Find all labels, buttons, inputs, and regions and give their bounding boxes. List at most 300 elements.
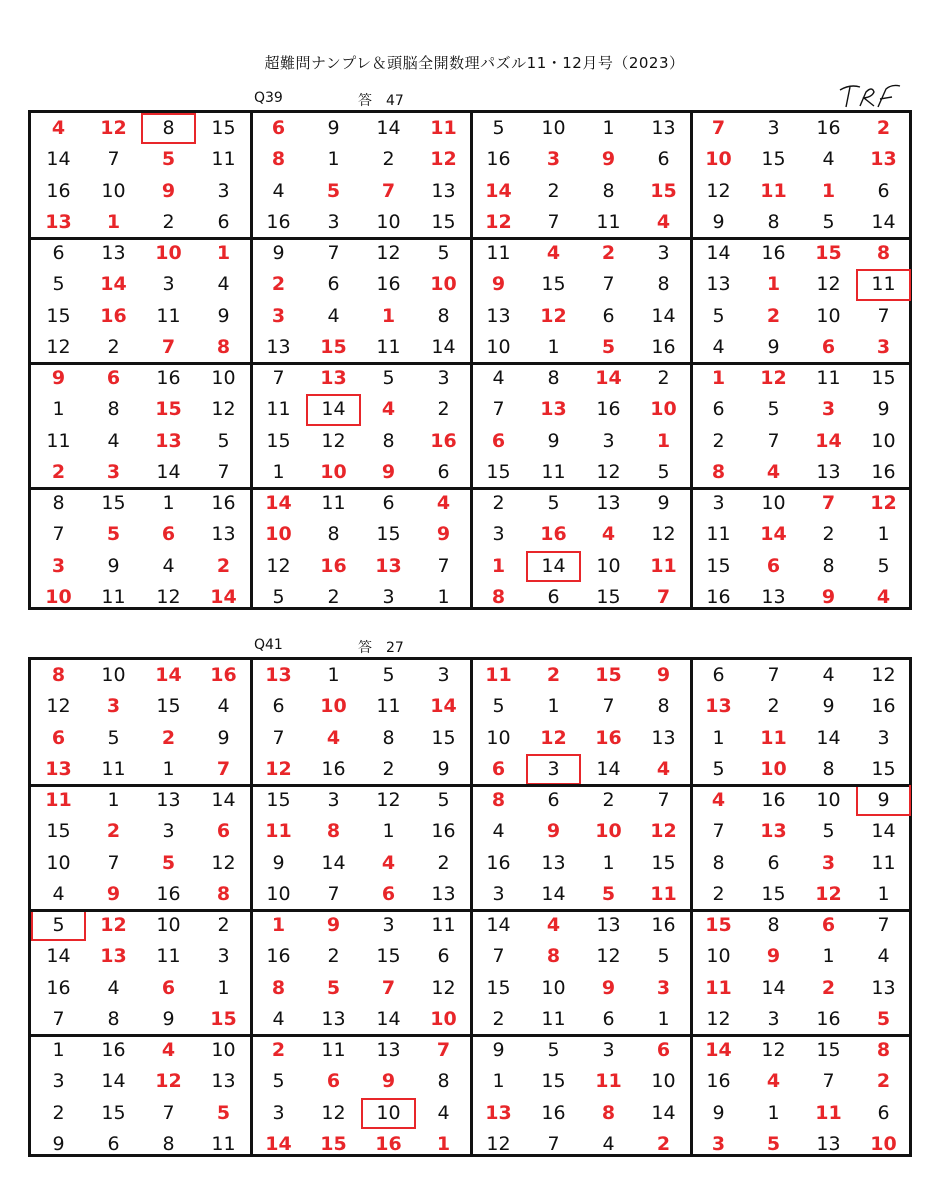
grid-cell: 16 — [156, 882, 181, 905]
grid-cell: 10 — [266, 882, 291, 905]
grid-cell: 2 — [437, 851, 450, 874]
grid-cell: 14 — [46, 945, 71, 968]
grid-cell: 6 — [217, 210, 230, 233]
grid-cell: 15 — [46, 304, 71, 327]
grid-cell: 16 — [596, 398, 621, 421]
grid-cell: 15 — [211, 117, 236, 139]
grid-cell: 13 — [760, 820, 787, 843]
grid-cell: 5 — [52, 273, 65, 296]
grid-cell: 12 — [540, 726, 567, 749]
grid-cell: 3 — [877, 726, 890, 749]
grid-cell: 3 — [217, 945, 230, 968]
grid-cell: 7 — [436, 1039, 451, 1061]
grid-cell: 16 — [430, 429, 457, 452]
grid-cell: 15 — [155, 398, 182, 421]
grid-cell: 14 — [871, 820, 896, 843]
grid-cell: 8 — [767, 914, 780, 936]
grid-cell: 3 — [382, 914, 395, 936]
grid-cell: 9 — [217, 726, 230, 749]
grid-cell: 1 — [382, 820, 395, 843]
grid-cell: 3 — [327, 210, 340, 233]
grid-cell: 7 — [767, 664, 780, 686]
grid-cell: 12 — [486, 1132, 511, 1155]
grid-cell: 14 — [265, 492, 292, 514]
grid-cell: 2 — [162, 210, 175, 233]
grid-cell: 1 — [766, 273, 781, 296]
grid-cell: 10 — [320, 460, 347, 483]
grid-cell: 14 — [431, 335, 456, 358]
grid-cell: 13 — [155, 429, 182, 452]
grid-cell: 7 — [767, 429, 780, 452]
grid-cell: 2 — [327, 585, 340, 608]
grid-cell: 15 — [156, 695, 181, 718]
grid-cell: 3 — [106, 695, 121, 718]
grid-cell: 14 — [596, 757, 621, 780]
grid-cell: 5 — [547, 492, 560, 514]
grid-cell: 3 — [217, 179, 230, 202]
grid-cell: 12 — [156, 585, 181, 608]
grid-cell: 16 — [651, 335, 676, 358]
grid-cell: 13 — [871, 976, 896, 999]
grid-cell: 7 — [327, 242, 340, 264]
grid-cell: 4 — [492, 820, 505, 843]
grid-cell: 11 — [760, 726, 787, 749]
grid-cell: 14 — [100, 273, 127, 296]
box-divider — [690, 660, 693, 1154]
box-divider — [690, 113, 693, 607]
grid-cell: 15 — [541, 273, 566, 296]
grid-cell: 14 — [761, 976, 786, 999]
grid-cell: 15 — [650, 179, 677, 202]
grid-cell: 8 — [437, 304, 450, 327]
grid-cell: 6 — [767, 851, 780, 874]
grid-cell: 16 — [210, 664, 237, 686]
grid-cell: 13 — [156, 789, 181, 811]
grid-cell: 9 — [491, 273, 506, 296]
grid-cell: 11 — [101, 757, 126, 780]
grid-cell: 3 — [437, 664, 450, 686]
grid-cell: 5 — [272, 1070, 285, 1093]
grid-cell: 6 — [766, 554, 781, 577]
grid-cell: 8 — [382, 726, 395, 749]
grid-cell: 16 — [595, 726, 622, 749]
grid-cell: 4 — [107, 429, 120, 452]
box-divider — [31, 909, 909, 912]
grid-cell: 12 — [650, 820, 677, 843]
grid-cell: 8 — [52, 492, 65, 514]
grid-cell: 11 — [486, 242, 511, 264]
grid-cell: 2 — [216, 554, 231, 577]
grid-cell: 15 — [871, 757, 896, 780]
grid-cell: 1 — [327, 148, 340, 171]
grid-cell: 5 — [601, 882, 616, 905]
grid-cell: 14 — [541, 882, 566, 905]
grid-cell: 1 — [821, 179, 836, 202]
grid-cell: 3 — [657, 242, 670, 264]
grid-cell: 10 — [156, 914, 181, 936]
grid-cell: 8 — [822, 554, 835, 577]
grid-cell: 12 — [540, 304, 567, 327]
grid-cell: 6 — [437, 460, 450, 483]
grid-cell: 15 — [376, 945, 401, 968]
grid-cell: 5 — [712, 757, 725, 780]
grid-cell: 4 — [492, 367, 505, 389]
grid-cell: 6 — [547, 789, 560, 811]
grid-cell: 4 — [327, 304, 340, 327]
grid-cell: 1 — [271, 914, 286, 936]
grid-cell: 9 — [856, 785, 911, 816]
box-divider — [31, 487, 909, 490]
grid-cell: 9 — [492, 1039, 505, 1061]
grid-cell: 10 — [486, 335, 511, 358]
grid-cell: 5 — [107, 726, 120, 749]
grid-cell: 13 — [651, 117, 676, 139]
grid-cell: 13 — [485, 1101, 512, 1124]
grid-cell: 8 — [437, 1070, 450, 1093]
grid-cell: 15 — [101, 1101, 126, 1124]
grid-cell: 15 — [486, 976, 511, 999]
grid-cell: 9 — [712, 210, 725, 233]
grid-cell: 11 — [760, 179, 787, 202]
grid-cell: 14 — [376, 117, 401, 139]
grid-cell: 11 — [706, 523, 731, 546]
grid-cell: 11 — [541, 1007, 566, 1030]
grid-cell: 4 — [52, 882, 65, 905]
grid-cell: 7 — [492, 945, 505, 968]
grid-cell: 12 — [815, 882, 842, 905]
grid-cell: 3 — [602, 1039, 615, 1061]
grid-cell: 16 — [871, 695, 896, 718]
grid-cell: 6 — [271, 117, 286, 139]
grid-cell: 8 — [546, 945, 561, 968]
grid-cell: 5 — [767, 398, 780, 421]
grid-cell: 8 — [767, 210, 780, 233]
box-divider — [470, 660, 473, 1154]
grid-cell: 10 — [211, 367, 236, 389]
grid-cell: 10 — [705, 148, 732, 171]
grid-cell: 16 — [46, 976, 71, 999]
grid-cell: 16 — [486, 851, 511, 874]
grid-cell: 15 — [815, 242, 842, 264]
grid-cell: 1 — [216, 242, 231, 264]
answer-label: 答 27 — [358, 640, 404, 656]
grid-cell: 7 — [602, 273, 615, 296]
grid-cell: 12 — [100, 914, 127, 936]
grid-cell: 16 — [211, 492, 236, 514]
grid-cell: 14 — [816, 726, 841, 749]
author-signature — [836, 80, 906, 110]
grid-cell: 5 — [657, 945, 670, 968]
box-divider — [250, 660, 253, 1154]
grid-cell: 12 — [816, 273, 841, 296]
grid-cell: 15 — [595, 664, 622, 686]
grid-cell: 12 — [706, 1007, 731, 1030]
grid-cell: 6 — [602, 304, 615, 327]
grid-cell: 13 — [211, 1070, 236, 1093]
grid-cell: 3 — [767, 117, 780, 139]
grid-cell: 10 — [816, 789, 841, 811]
grid-cell: 11 — [871, 851, 896, 874]
puzzle-id: Q41 — [254, 637, 283, 653]
grid-cell: 16 — [651, 914, 676, 936]
grid-cell: 7 — [217, 460, 230, 483]
grid-cell: 9 — [107, 554, 120, 577]
grid-cell: 13 — [816, 460, 841, 483]
grid-cell: 10 — [760, 757, 787, 780]
grid-cell: 1 — [877, 882, 890, 905]
grid-cell: 1 — [711, 367, 726, 389]
grid-cell: 7 — [52, 1007, 65, 1030]
grid-cell: 6 — [821, 335, 836, 358]
grid-cell: 11 — [265, 820, 292, 843]
grid-cell: 15 — [651, 851, 676, 874]
box-divider — [250, 113, 253, 607]
answer-label: 答 47 — [358, 93, 404, 109]
grid-cell: 13 — [706, 273, 731, 296]
grid-cell: 3 — [767, 1007, 780, 1030]
grid-cell: 3 — [546, 148, 561, 171]
grid-cell: 16 — [320, 554, 347, 577]
grid-cell: 2 — [217, 914, 230, 936]
grid-cell: 2 — [382, 757, 395, 780]
grid-cell: 2 — [271, 1039, 286, 1061]
grid-cell: 6 — [877, 1101, 890, 1124]
grid-cell: 6 — [712, 664, 725, 686]
grid-cell: 6 — [602, 1007, 615, 1030]
grid-cell: 10 — [376, 210, 401, 233]
grid-cell: 11 — [856, 269, 911, 300]
grid-cell: 9 — [161, 179, 176, 202]
grid-cell: 4 — [601, 523, 616, 546]
grid-cell: 1 — [217, 976, 230, 999]
grid-cell: 14 — [760, 523, 787, 546]
grid-cell: 9 — [546, 820, 561, 843]
page-title: 超難問ナンプレ＆頭脳全開数理パズル11・12月号（2023） — [264, 54, 685, 72]
grid-cell: 8 — [271, 148, 286, 171]
grid-cell: 1 — [327, 664, 340, 686]
grid-cell: 6 — [547, 585, 560, 608]
grid-cell: 10 — [430, 273, 457, 296]
grid-cell: 13 — [870, 148, 897, 171]
grid-cell: 12 — [870, 492, 897, 514]
grid-cell: 3 — [712, 492, 725, 514]
grid-cell: 7 — [492, 398, 505, 421]
grid-cell: 9 — [217, 304, 230, 327]
grid-cell: 12 — [211, 851, 236, 874]
grid-cell: 8 — [712, 851, 725, 874]
grid-cell: 1 — [52, 398, 65, 421]
grid-cell: 3 — [656, 976, 671, 999]
grid-cell: 8 — [876, 242, 891, 264]
grid-cell: 6 — [51, 726, 66, 749]
grid-cell: 6 — [877, 179, 890, 202]
grid-cell: 5 — [216, 1101, 231, 1124]
grid-cell: 4 — [162, 554, 175, 577]
grid-cell: 5 — [877, 554, 890, 577]
grid-cell: 1 — [602, 851, 615, 874]
grid-cell: 8 — [141, 113, 196, 144]
grid-cell: 12 — [706, 179, 731, 202]
grid-cell: 2 — [602, 789, 615, 811]
grid-cell: 16 — [321, 757, 346, 780]
grid-cell: 12 — [651, 523, 676, 546]
grid-cell: 7 — [877, 304, 890, 327]
sudoku-grid-q41 — [28, 657, 912, 1157]
grid-cell: 12 — [761, 1039, 786, 1061]
grid-cell: 7 — [381, 179, 396, 202]
grid-cell: 7 — [657, 789, 670, 811]
grid-cell: 3 — [106, 460, 121, 483]
grid-cell: 15 — [431, 726, 456, 749]
grid-cell: 6 — [381, 882, 396, 905]
grid-cell: 16 — [816, 1007, 841, 1030]
grid-cell: 14 — [595, 367, 622, 389]
grid-cell: 6 — [437, 945, 450, 968]
grid-cell: 11 — [485, 664, 512, 686]
grid-cell: 4 — [822, 664, 835, 686]
grid-cell: 5 — [382, 367, 395, 389]
grid-cell: 8 — [216, 882, 231, 905]
grid-cell: 11 — [705, 976, 732, 999]
grid-cell: 9 — [656, 664, 671, 686]
grid-cell: 14 — [306, 394, 361, 425]
grid-cell: 9 — [767, 335, 780, 358]
grid-cell: 7 — [821, 492, 836, 514]
grid-cell: 1 — [491, 554, 506, 577]
grid-cell: 8 — [657, 273, 670, 296]
grid-cell: 6 — [161, 523, 176, 546]
grid-cell: 15 — [46, 820, 71, 843]
grid-cell: 8 — [382, 429, 395, 452]
grid-cell: 8 — [162, 1132, 175, 1155]
grid-cell: 5 — [437, 789, 450, 811]
grid-cell: 9 — [272, 851, 285, 874]
grid-cell: 12 — [266, 554, 291, 577]
grid-cell: 2 — [437, 398, 450, 421]
grid-cell: 4 — [876, 585, 891, 608]
grid-cell: 13 — [816, 1132, 841, 1155]
grid-cell: 14 — [265, 1132, 292, 1155]
grid-cell: 14 — [651, 1101, 676, 1124]
grid-cell: 3 — [382, 585, 395, 608]
grid-cell: 9 — [381, 1070, 396, 1093]
grid-cell: 11 — [156, 304, 181, 327]
grid-cell: 7 — [656, 585, 671, 608]
grid-cell: 8 — [327, 523, 340, 546]
grid-cell: 4 — [546, 914, 561, 936]
grid-cell: 1 — [877, 523, 890, 546]
grid-cell: 7 — [547, 210, 560, 233]
grid-cell: 1 — [602, 117, 615, 139]
grid-cell: 5 — [272, 585, 285, 608]
grid-cell: 15 — [816, 1039, 841, 1061]
grid-cell: 9 — [712, 1101, 725, 1124]
grid-cell: 3 — [271, 304, 286, 327]
grid-cell: 5 — [766, 1132, 781, 1155]
grid-cell: 13 — [321, 1007, 346, 1030]
grid-cell: 4 — [766, 460, 781, 483]
grid-cell: 3 — [52, 1070, 65, 1093]
grid-cell: 5 — [601, 335, 616, 358]
grid-cell: 9 — [437, 757, 450, 780]
grid-cell: 6 — [161, 976, 176, 999]
grid-cell: 11 — [376, 695, 401, 718]
grid-cell: 11 — [321, 1039, 346, 1061]
grid-cell: 14 — [101, 1070, 126, 1093]
grid-cell: 14 — [706, 242, 731, 264]
grid-cell: 5 — [217, 429, 230, 452]
grid-cell: 13 — [45, 757, 72, 780]
grid-cell: 4 — [602, 1132, 615, 1155]
grid-cell: 5 — [492, 117, 505, 139]
grid-cell: 11 — [596, 210, 621, 233]
grid-cell: 1 — [657, 1007, 670, 1030]
grid-cell: 16 — [101, 1039, 126, 1061]
grid-cell: 9 — [547, 429, 560, 452]
grid-cell: 9 — [162, 1007, 175, 1030]
grid-cell: 13 — [100, 945, 127, 968]
grid-cell: 4 — [656, 757, 671, 780]
grid-cell: 15 — [266, 789, 291, 811]
grid-cell: 16 — [540, 523, 567, 546]
grid-cell: 7 — [822, 1070, 835, 1093]
grid-cell: 5 — [876, 1007, 891, 1030]
grid-cell: 6 — [656, 1039, 671, 1061]
grid-cell: 7 — [547, 1132, 560, 1155]
grid-cell: 2 — [821, 976, 836, 999]
grid-cell: 12 — [46, 695, 71, 718]
grid-cell: 5 — [657, 460, 670, 483]
grid-cell: 9 — [821, 585, 836, 608]
grid-cell: 16 — [871, 460, 896, 483]
grid-cell: 14 — [210, 585, 237, 608]
grid-cell: 15 — [101, 492, 126, 514]
grid-cell: 6 — [491, 757, 506, 780]
grid-cell: 5 — [822, 210, 835, 233]
grid-cell: 15 — [266, 429, 291, 452]
grid-cell: 12 — [155, 1070, 182, 1093]
grid-cell: 13 — [431, 179, 456, 202]
grid-cell: 13 — [265, 664, 292, 686]
grid-cell: 4 — [436, 492, 451, 514]
grid-cell: 1 — [106, 210, 121, 233]
grid-cell: 7 — [877, 914, 890, 936]
grid-cell: 11 — [430, 117, 457, 139]
grid-cell: 4 — [437, 1101, 450, 1124]
grid-cell: 13 — [486, 304, 511, 327]
grid-cell: 15 — [486, 460, 511, 483]
grid-cell: 16 — [486, 148, 511, 171]
grid-cell: 11 — [431, 914, 456, 936]
grid-cell: 2 — [876, 1070, 891, 1093]
grid-cell: 2 — [327, 945, 340, 968]
grid-cell: 1 — [107, 789, 120, 811]
grid-cell: 12 — [376, 242, 401, 264]
grid-cell: 10 — [361, 1098, 416, 1129]
grid-cell: 2 — [382, 148, 395, 171]
grid-cell: 1 — [272, 460, 285, 483]
grid-cell: 5 — [437, 242, 450, 264]
grid-cell: 14 — [815, 429, 842, 452]
grid-cell: 5 — [822, 820, 835, 843]
grid-cell: 1 — [547, 335, 560, 358]
grid-cell: 6 — [382, 492, 395, 514]
grid-cell: 2 — [546, 664, 561, 686]
grid-cell: 1 — [162, 757, 175, 780]
grid-cell: 2 — [822, 523, 835, 546]
grid-cell: 15 — [431, 210, 456, 233]
grid-cell: 13 — [211, 523, 236, 546]
